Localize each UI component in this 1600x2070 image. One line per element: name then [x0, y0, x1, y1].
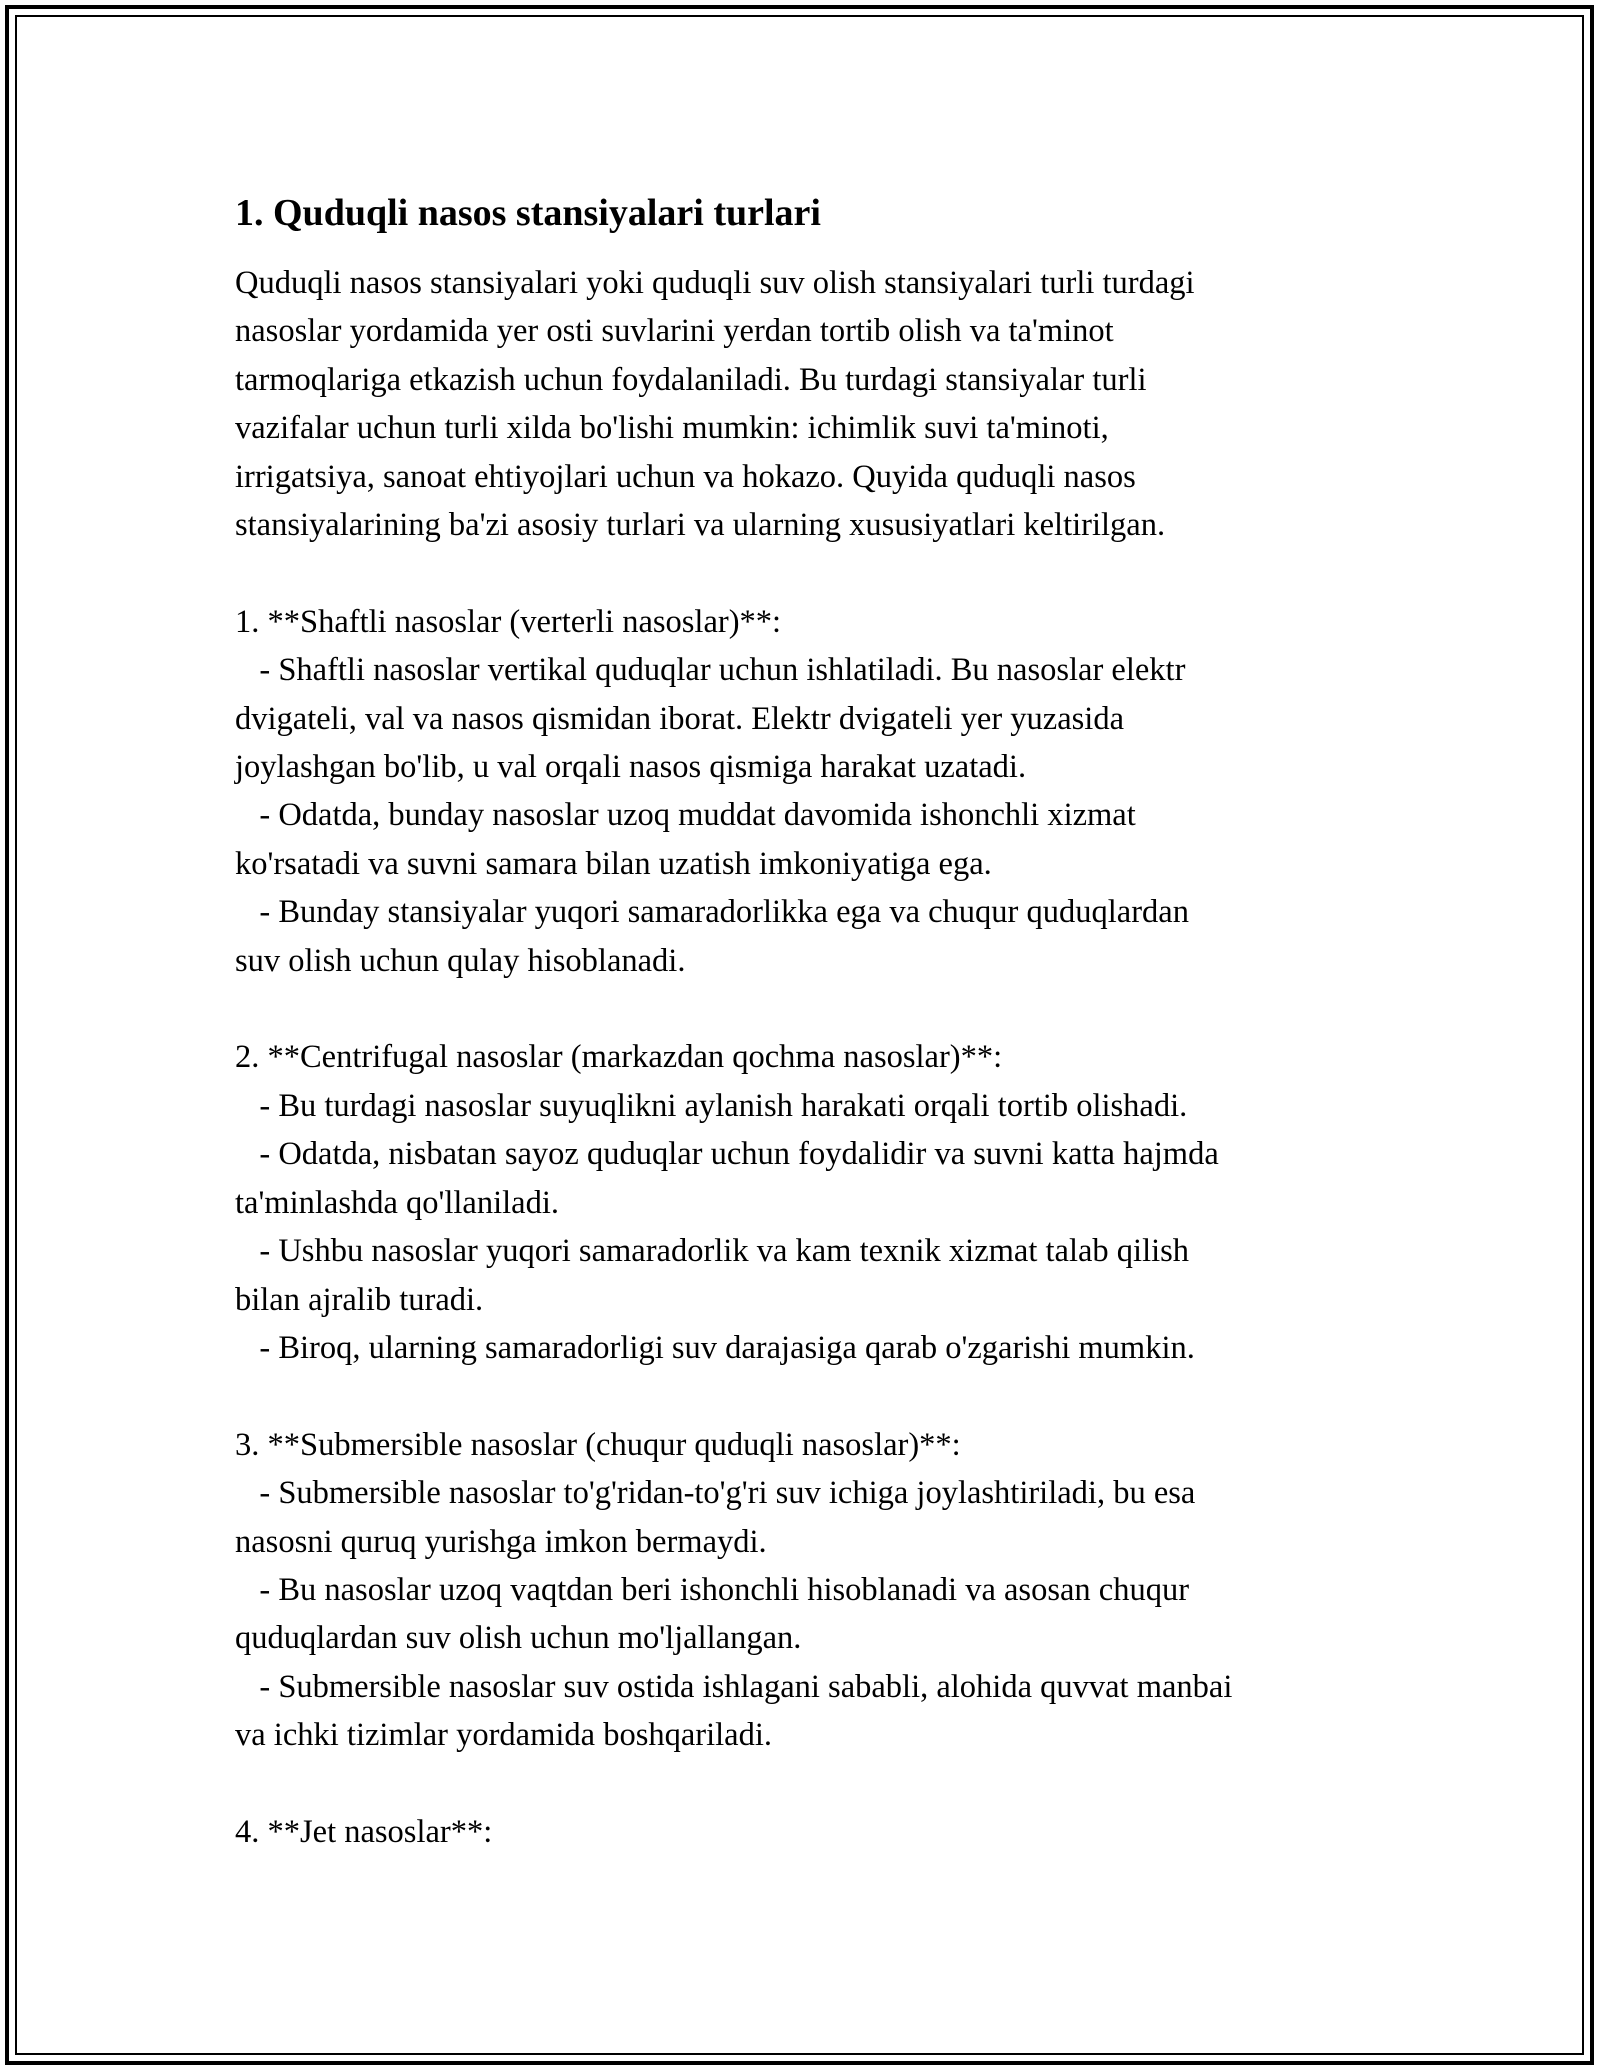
list-item: - Shaftli nasoslar vertikal quduqlar uchun ishlatiladi. Bu nasoslar elektr dvigateli, val va nasos qismidan iborat. Elektr dvigateli yer yuzasida joylashgan bo'lib, u val orqali nasos qismiga harakat uzatadi.: [235, 652, 1186, 786]
section-heading: 3. **Submersible nasoslar (chuqur quduqli nasoslar)**:: [235, 1426, 961, 1463]
list-item: - Bunday stansiyalar yuqori samaradorlikka ega va chuqur quduqlardan suv olish uchun qulay hisoblanadi.: [235, 894, 1189, 979]
section-heading: 4. **Jet nasoslar**:: [235, 1813, 493, 1850]
list-item: - Ushbu nasoslar yuqori samaradorlik va kam texnik xizmat talab qilish bilan ajralib turadi.: [235, 1233, 1190, 1318]
document-body: [235, 187, 1385, 1856]
spacer: [235, 985, 1385, 1033]
spacer: [235, 1760, 1385, 1808]
list-item: - Odatda, nisbatan sayoz quduqlar uchun foydalidir va suvni katta hajmda ta'minlashda qo'llaniladi.: [235, 1136, 1219, 1221]
list-item: - Odatda, bunday nasoslar uzoq muddat davomida ishonchli xizmat ko'rsatadi va suvni samara bilan uzatish imkoniyatiga ega.: [235, 797, 1136, 882]
section-heading: 2. **Centrifugal nasoslar (markazdan qochma nasoslar)**:: [235, 1039, 1003, 1076]
list-item: - Biroq, ularning samaradorligi suv darajasiga qarab o'zgarishi mumkin.: [235, 1329, 1195, 1366]
section-heading: 1. **Shaftli nasoslar (verterli nasoslar)**:: [235, 603, 782, 640]
list-item: - Submersible nasoslar suv ostida ishlagani sababli, alohida quvvat manbai va ichki tizimlar yordamida boshqariladi.: [235, 1668, 1233, 1754]
intro-paragraph: Quduqli nasos stansiyalari yoki quduqli suv olish stansiyalari turli turdagi nasoslar yordamida yer osti suvlarini yerdan tortib olish va ta'minot tarmoqlariga etkazish uchun foydalaniladi. Bu turdagi stansiyalar turli vazifalar uchun turli xilda bo'lishi mumkin: ichimlik suvi ta'minoti, irrigatsiya, sanoat ehtiyojlari uchun va hokazo. Quyida quduqli nasos stansiyalarining ba'zi asosiy turlari va ularning xususiyatlari keltirilgan.: [235, 265, 1195, 544]
list-item: - Bu nasoslar uzoq vaqtdan beri ishonchli hisoblanadi va asosan chuqur quduqlardan suv olish uchun mo'ljallangan.: [235, 1571, 1190, 1657]
spacer: [235, 549, 1385, 597]
list-item: - Bu turdagi nasoslar suyuqlikni aylanish harakati orqali tortib olishadi.: [235, 1087, 1188, 1124]
spacer: [235, 1372, 1385, 1420]
document-title: 1. Quduqli nasos stansiyalari turlari: [235, 192, 821, 234]
list-item: - Submersible nasoslar to'g'ridan-to'g'ri suv ichiga joylashtiriladi, bu esa nasosni quruq yurishga imkon bermaydi.: [235, 1475, 1196, 1560]
